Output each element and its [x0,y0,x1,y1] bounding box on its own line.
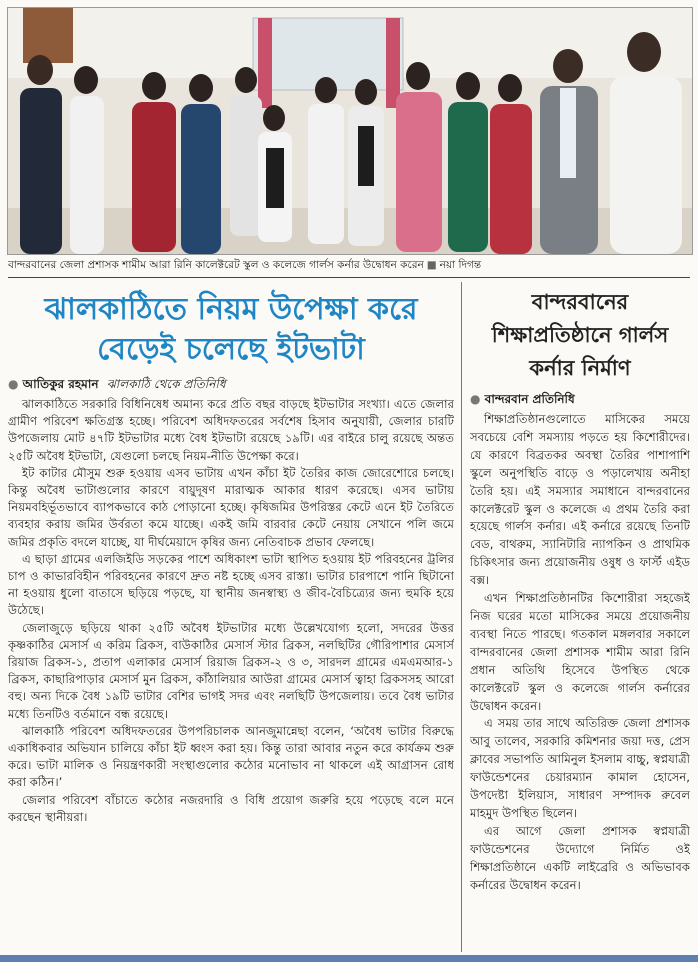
left-paragraph: জেলাজুড়ে ছড়িয়ে থাকা ২৫টি অবৈধ ইটভাটার মধ্যে উল্লেখযোগ্য হলো, সদরের উত্তর কৃষ্ণকাঠির মেসার্স এ করিম ব্রিকস, বাউকাঠির মেসার্স স্টার ব্রিকস, নলছিটির গৌরিপাশার মেসার্স রিয়াজ ব্রিকস-১, প্রতাপ এলাকার মেসার্স রিয়াজ ব্রিকস-২ ও ৩, সারদল গ্রামের এমএমআর-১ ব্রিকস, কাছারিপাড়ার মেসার্স মুন ব্রিকস, কাঁঠালিয়ার আউরা গ্রামের মেসার্স ত্বাহা ব্রিকসসহ আরো বহু। অন্য দিকে বৈধ ১৯টি ভাটার বেশির ভাগই সদর এবং নলছিটি উপজেলায়। তবে বৈধ ভাটার মধ্যে তিনটিও বর্তমানে বন্ধ রয়েছে। [8,620,454,721]
caption-separator-icon: ■ [426,259,437,271]
bottom-photo-strip [0,955,698,962]
right-body [470,411,690,894]
right-byline-text: বান্দরবান প্রতিনিধি [484,392,575,406]
right-headline: বান্দরবানের শিক্ষাপ্রতিষ্ঠানে গার্লস কর্নার নির্মাণ [491,290,669,380]
caption-text: বান্দরবানের জেলা প্রশাসক শামীম আরা রিনি কালেক্টরেট স্কুল ও কলেজে গার্লস কর্নার উদ্বোধন করেন [8,259,424,271]
horizontal-divider [8,277,690,278]
right-byline [470,391,690,407]
left-paragraph: ঝালকাঠি পরিবেশ অধিদফতরের উপপরিচালক আনজুমান্নেছা বলেন, ‘অবৈধ ভাটার বিরুদ্ধে একাধিকবার অভিযান চালিয়ে কাঁচা ইট ধ্বংস করা হয়। কিন্তু তারা আবার নতুন করে কার্যক্রম শুরু করে। ভাটা মালিক ও নিয়ন্ত্রণকারী সংস্থাগুলোর কঠোর মনোভাব না থাকলে এই আগ্রাসন রোধ করা কঠিন।’ [8,723,454,790]
group-photo-illustration [8,8,692,254]
news-photo [7,7,693,255]
right-paragraph: এ সময় তার সাথে অতিরিক্ত জেলা প্রশাসক আবু তালেব, সরকারি কমিশনার জয়া দত্ত, প্রেস ক্লাবের সভাপতি আমিনুল ইসলাম বাচ্চু, স্বপ্নযাত্রী ফাউন্ডেশনের চেয়ারম্যান কামাল হোসেন, উপদেষ্টা ইলিয়াস, সাধারণ সম্পাদক রুবেল মাহমুদ উপস্থিত ছিলেন। [470,716,690,820]
right-paragraph: এর আগে জেলা প্রশাসক স্বপ্নযাত্রী ফাউন্ডেশনের উদ্যোগে নির্মিত ওই শিক্ষাপ্রতিষ্ঠানে একটি লাইব্রেরি ও অভিভাবক কর্নারের উদ্বোধন করেন। [470,823,690,892]
left-paragraph: ঝালকাঠিতে সরকারি বিধিনিষেধ অমান্য করে প্রতি বছর বাড়ছে ইটভাটার সংখ্যা। এতে জেলার গ্রামীণ পরিবেশ ক্ষতিগ্রস্ত হচ্ছে। পরিবেশ অধিদফতরের সর্বশেষ হিসাব অনুযায়ী, জেলার চারটি উপজেলায় মোট ৪৭টি ইটভাটার মধ্যে বৈধ ইটভাটা রয়েছে ১৯টি। এর বাইরে চালু রয়েছে অন্তত ২৫টি অবৈধ ইটভাটা, যেগুলো চলছে নিয়ম-নীতি উপেক্ষা করে। [8,397,454,463]
left-article [8,282,454,958]
left-paragraph: জেলার পরিবেশ বাঁচাতে কঠোর নজরদারি ও বিধি প্রয়োগ জরুরি হয়ে পড়েছে বলে মনে করছেন স্থানীয়রা। [8,792,454,824]
left-paragraph: এ ছাড়া গ্রামের এলজিইডি সড়কের পাশে অধিকাংশ ভাটা স্থাপিত হওয়ায় ইট পরিবহনের ট্রলির চাপ ও কাভারবিহীন পরিবহনের কারণে দ্রুত নষ্ট হচ্ছে এসব রাস্তা। ভাটার চারপাশে পানি ছিটানো না হওয়ায় ধুলো বাতাসে ছড়িয়ে পড়ছে, যা স্থানীয় জনস্বাস্থ্য ও জীব-বৈচিত্র্যের জন্য হুমকি হয়ে উঠেছে। [8,551,454,618]
left-paragraph: ইট কাটার মৌসুম শুরু হওয়ায় এসব ভাটায় এখন কাঁচা ইট তৈরির কাজ জোরেশোরে চলছে। কিন্তু অবৈধ ভাটাগুলোর কারণে বায়ুদূষণ মারাত্মক আকার ধারণ করেছে। এসব ভাটায় নিয়মবহির্ভূতভাবে ব্যাপকভাবে কাঠ পোড়ানো হচ্ছে। কৃষিজমির উপরিস্তর কেটে এনে ইট তৈরিতে ব্যবহার করায় জমির উর্বরতা কমে যাচ্ছে। একই জমি বারবার কেটে নেয়ায় সেখানে পলি জমে জমির প্রকৃতি বদলে যাচ্ছে, যা দীর্ঘমেয়াদে কৃষির জন্য নেতিবাচক প্রভাব ফেলছে। [8,465,454,549]
byline-bullet-icon: ● [8,377,19,391]
right-article [470,282,690,958]
photo-caption [8,258,690,272]
caption-credit: নয়া দিগন্ত [439,259,482,271]
right-paragraph: শিক্ষাপ্রতিষ্ঠানগুলোতে মাসিকের সময়ে সবচেয়ে বেশি সমস্যায় পড়তে হয় কিশোরীদের। যে কারণে বিব্রতকর অবস্থা তৈরির পাশাপাশি স্কুলে অনুপস্থিতি বাড়ে ও পড়ালেখায় অনীহা তৈরি হয়। এই সমস্যার সমাধানে বান্দরবানের কালেক্টরেট স্কুল ও কলেজে এ প্রথম তৈরি করা হয়েছে গার্লস কর্নার। এই কর্নারে রয়েছে তিনটি বেড, বাথরুম, স্যানিটারি ন্যাপকিন ও প্রাথমিক চিকিৎসার জন্য প্রয়োজনীয় ওষুধ ও ফার্স্ট এইড বক্স। [470,412,690,588]
column-divider [461,282,462,952]
left-byline [8,376,454,392]
left-headline: ঝালকাঠিতে নিয়ম উপেক্ষা করে বেড়েই চলেছে ইটভাটা [44,292,418,367]
byline-bullet-icon: ● [470,392,481,406]
left-author: আতিকুর রহমান [22,377,99,391]
right-paragraph: এখন শিক্ষাপ্রতিষ্ঠানটির কিশোরীরা সহজেই নিজ ঘরের মতো মাসিকের সময়ে প্রয়োজনীয় ব্যবস্থা নিতে পারছে। গতকাল মঙ্গলবার সকালে বান্দরবানের জেলা প্রশাসক শামীম আরা রিনি প্রধান অতিথি হিসেবে উপস্থিত থেকে কালেক্টরেট স্কুল ও কলেজে গার্লস কর্নারের উদ্বোধন করেন। [470,591,690,713]
left-body [8,396,454,826]
left-desk: ঝালকাঠি থেকে প্রতিনিধি [106,377,226,391]
